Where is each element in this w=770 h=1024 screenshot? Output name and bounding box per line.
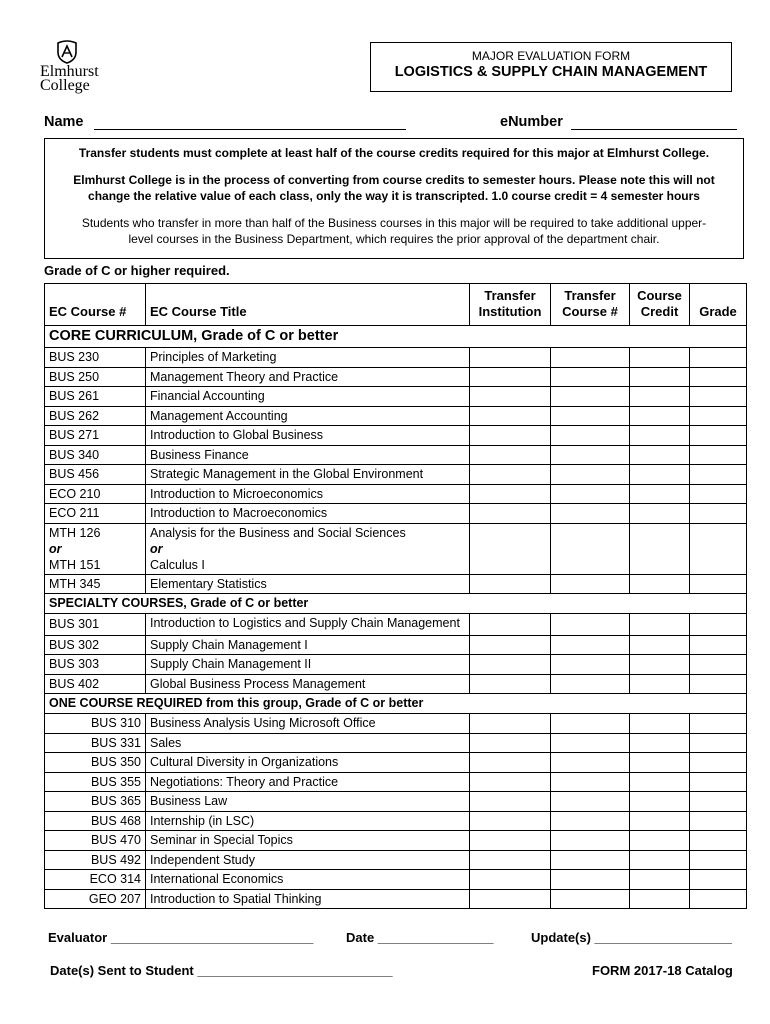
- entry-cell[interactable]: [470, 655, 551, 675]
- course-title: Internship (in LSC): [146, 811, 470, 831]
- entry-cell[interactable]: [690, 655, 747, 675]
- table-row: [45, 367, 747, 387]
- table-row: [45, 574, 747, 594]
- elective-heading: ONE COURSE REQUIRED from this group, Grade of C or better: [45, 694, 747, 714]
- course-title: Introduction to Global Business: [146, 426, 470, 446]
- table-row: [45, 387, 747, 407]
- entry-cell[interactable]: [690, 426, 747, 446]
- entry-cell[interactable]: [690, 614, 747, 636]
- entry-cell[interactable]: [690, 870, 747, 890]
- entry-cell[interactable]: [470, 889, 551, 909]
- entry-cell[interactable]: [690, 850, 747, 870]
- table-row: [45, 348, 747, 368]
- updates-line[interactable]: Update(s) ___________________: [531, 930, 732, 945]
- entry-cell[interactable]: [630, 753, 690, 773]
- entry-cell[interactable]: [470, 772, 551, 792]
- entry-cell[interactable]: [551, 714, 630, 734]
- entry-cell[interactable]: [690, 811, 747, 831]
- entry-cell[interactable]: [551, 484, 630, 504]
- entry-cell[interactable]: [470, 714, 551, 734]
- transfer-notice: [44, 138, 744, 259]
- entry-cell[interactable]: [630, 850, 690, 870]
- entry-cell[interactable]: [690, 831, 747, 851]
- specialty-heading: SPECIALTY COURSES, Grade of C or better: [45, 594, 747, 614]
- entry-cell[interactable]: [630, 733, 690, 753]
- course-title: Seminar in Special Topics: [146, 831, 470, 851]
- entry-cell[interactable]: [551, 635, 630, 655]
- entry-cell[interactable]: [470, 406, 551, 426]
- entry-cell[interactable]: [551, 674, 630, 694]
- course-title: Principles of Marketing: [146, 348, 470, 368]
- table-row: [45, 792, 747, 812]
- entry-cell[interactable]: [690, 465, 747, 485]
- college-logo: [40, 40, 120, 96]
- entry-cell[interactable]: [551, 850, 630, 870]
- entry-cell[interactable]: [470, 635, 551, 655]
- table-row: [45, 614, 747, 636]
- entry-cell[interactable]: [551, 523, 630, 574]
- entry-cell[interactable]: [630, 387, 690, 407]
- entry-cell[interactable]: [551, 406, 630, 426]
- course-title: Management Accounting: [146, 406, 470, 426]
- entry-cell[interactable]: [630, 831, 690, 851]
- entry-cell[interactable]: [690, 792, 747, 812]
- entry-cell[interactable]: [470, 445, 551, 465]
- grade-requirement: Grade of C or higher required.: [44, 263, 230, 278]
- entry-cell[interactable]: [690, 753, 747, 773]
- col-transfer-course: Transfer Course #: [551, 284, 630, 326]
- table-row: [45, 870, 747, 890]
- course-title: Independent Study: [146, 850, 470, 870]
- course-code: BUS 230: [45, 348, 146, 368]
- entry-cell[interactable]: [630, 426, 690, 446]
- course-title: Introduction to Microeconomics: [146, 484, 470, 504]
- entry-cell[interactable]: [470, 792, 551, 812]
- table-row: [45, 635, 747, 655]
- entry-cell[interactable]: [551, 504, 630, 524]
- sent-to-student-line[interactable]: Date(s) Sent to Student ___________________________: [50, 963, 393, 978]
- course-code: BUS 492: [45, 850, 146, 870]
- course-title: Financial Accounting: [146, 387, 470, 407]
- entry-cell[interactable]: [551, 426, 630, 446]
- enumber-input-line[interactable]: [571, 115, 737, 130]
- shield-icon: [56, 40, 78, 64]
- entry-cell[interactable]: [690, 772, 747, 792]
- course-title: Negotiations: Theory and Practice: [146, 772, 470, 792]
- col-credit: Course Credit: [630, 284, 690, 326]
- entry-cell[interactable]: [630, 574, 690, 594]
- entry-cell[interactable]: [630, 714, 690, 734]
- entry-cell[interactable]: [551, 387, 630, 407]
- entry-cell[interactable]: [690, 445, 747, 465]
- course-code: BUS 350: [45, 753, 146, 773]
- course-title: Introduction to Spatial Thinking: [146, 889, 470, 909]
- entry-cell[interactable]: [690, 348, 747, 368]
- table-row: [45, 889, 747, 909]
- entry-cell[interactable]: [470, 367, 551, 387]
- or-label: or: [49, 541, 62, 556]
- entry-cell[interactable]: [551, 870, 630, 890]
- course-code: BUS 331: [45, 733, 146, 753]
- entry-cell[interactable]: [690, 714, 747, 734]
- course-code: BUS 302: [45, 635, 146, 655]
- entry-cell[interactable]: [690, 484, 747, 504]
- entry-cell[interactable]: [690, 574, 747, 594]
- entry-cell[interactable]: [551, 831, 630, 851]
- table-row: [45, 811, 747, 831]
- entry-cell[interactable]: [470, 614, 551, 636]
- core-heading: CORE CURRICULUM, Grade of C or better: [45, 326, 470, 348]
- course-title: Introduction to Macroeconomics: [146, 504, 470, 524]
- major-title: LOGISTICS & SUPPLY CHAIN MANAGEMENT: [394, 64, 708, 80]
- course-code: BUS 355: [45, 772, 146, 792]
- table-row: [45, 465, 747, 485]
- entry-cell[interactable]: [551, 753, 630, 773]
- entry-cell[interactable]: [630, 523, 690, 574]
- course-title-2: Calculus I: [150, 557, 205, 572]
- entry-cell[interactable]: [630, 614, 690, 636]
- entry-cell[interactable]: [551, 772, 630, 792]
- or-label: or: [150, 541, 163, 556]
- course-title: Sales: [146, 733, 470, 753]
- course-code-1: MTH 126: [49, 525, 101, 540]
- course-code: BUS 468: [45, 811, 146, 831]
- course-title: Introduction to Logistics and Supply Chain Management: [146, 614, 470, 636]
- table-row: [45, 831, 747, 851]
- course-code: ECO 314: [45, 870, 146, 890]
- entry-cell[interactable]: [690, 889, 747, 909]
- elective-heading-row: [45, 694, 747, 714]
- course-code: BUS 250: [45, 367, 146, 387]
- course-title: Supply Chain Management I: [146, 635, 470, 655]
- course-code: ECO 210: [45, 484, 146, 504]
- col-course: EC Course #: [45, 284, 146, 326]
- entry-cell[interactable]: [630, 772, 690, 792]
- entry-cell[interactable]: [470, 574, 551, 594]
- entry-cell[interactable]: [630, 406, 690, 426]
- entry-cell[interactable]: [690, 674, 747, 694]
- col-grade: Grade: [690, 284, 747, 326]
- table-row: [45, 484, 747, 504]
- course-code: GEO 207: [45, 889, 146, 909]
- entry-cell[interactable]: [470, 870, 551, 890]
- entry-cell[interactable]: [690, 504, 747, 524]
- entry-cell[interactable]: [551, 574, 630, 594]
- entry-cell[interactable]: [470, 484, 551, 504]
- name-field: [44, 114, 406, 130]
- entry-cell[interactable]: [551, 348, 630, 368]
- entry-cell[interactable]: [630, 889, 690, 909]
- course-title: Business Finance: [146, 445, 470, 465]
- course-code: MTH 345: [45, 574, 146, 594]
- course-code-2: MTH 151: [49, 557, 101, 572]
- table-row-mth-choice: [45, 523, 747, 574]
- form-label: MAJOR EVALUATION FORM: [471, 49, 631, 63]
- course-code: BUS 456: [45, 465, 146, 485]
- entry-cell[interactable]: [630, 870, 690, 890]
- core-heading-row: [45, 326, 747, 348]
- entry-cell[interactable]: [630, 674, 690, 694]
- entry-cell[interactable]: [470, 348, 551, 368]
- entry-cell[interactable]: [551, 445, 630, 465]
- entry-cell[interactable]: [470, 426, 551, 446]
- entry-cell[interactable]: [690, 733, 747, 753]
- course-title: Business Analysis Using Microsoft Office: [146, 714, 470, 734]
- date-line[interactable]: Date ________________: [346, 930, 494, 945]
- name-input-line[interactable]: [94, 115, 406, 130]
- entry-cell[interactable]: [551, 811, 630, 831]
- enumber-label: eNumber: [500, 114, 563, 130]
- course-code: BUS 310: [45, 714, 146, 734]
- table-row: [45, 426, 747, 446]
- entry-cell[interactable]: [551, 889, 630, 909]
- entry-cell[interactable]: [630, 635, 690, 655]
- course-code: BUS 470: [45, 831, 146, 851]
- table-row: [45, 406, 747, 426]
- entry-cell[interactable]: [470, 523, 551, 574]
- entry-cell[interactable]: [470, 831, 551, 851]
- course-code: BUS 262: [45, 406, 146, 426]
- entry-cell[interactable]: [690, 523, 747, 574]
- course-title: Cultural Diversity in Organizations: [146, 753, 470, 773]
- entry-cell[interactable]: [630, 792, 690, 812]
- table-row: [45, 733, 747, 753]
- enumber-field: [500, 114, 737, 130]
- entry-cell[interactable]: [551, 367, 630, 387]
- course-title: International Economics: [146, 870, 470, 890]
- entry-cell[interactable]: [551, 733, 630, 753]
- course-title: Business Law: [146, 792, 470, 812]
- table-row: [45, 655, 747, 675]
- entry-cell[interactable]: [630, 655, 690, 675]
- course-title-1: Analysis for the Business and Social Sciences: [150, 525, 406, 540]
- course-title: Global Business Process Management: [146, 674, 470, 694]
- entry-cell[interactable]: [551, 655, 630, 675]
- course-title: Management Theory and Practice: [146, 367, 470, 387]
- evaluator-line[interactable]: Evaluator ____________________________: [48, 930, 314, 945]
- entry-cell[interactable]: [470, 753, 551, 773]
- form-version: FORM 2017-18 Catalog: [592, 963, 733, 978]
- table-header: [45, 284, 747, 326]
- course-table: [44, 283, 747, 909]
- specialty-heading-row: [45, 594, 747, 614]
- course-code: BUS 365: [45, 792, 146, 812]
- entry-cell[interactable]: [470, 811, 551, 831]
- course-title: [146, 523, 470, 574]
- entry-cell[interactable]: [630, 484, 690, 504]
- entry-cell[interactable]: [551, 465, 630, 485]
- notice-upper-level: Students who transfer in more than half of the Business courses in this major will be required to take additional upper-level courses in the Business Department, which requires the prior approval of the department chair.: [81, 216, 707, 246]
- entry-cell[interactable]: [690, 635, 747, 655]
- notice-semester-hours: Elmhurst College is in the process of converting from course credits to semester hours. Please note this will not change the relative value of each class, only the way it is transcripted. 1.0 course credit = 4 semester hours: [73, 173, 715, 203]
- entry-cell[interactable]: [470, 850, 551, 870]
- entry-cell[interactable]: [690, 387, 747, 407]
- table-row: [45, 674, 747, 694]
- entry-cell[interactable]: [690, 406, 747, 426]
- notice-transfer-half: Transfer students must complete at least half of the course credits required for this major at Elmhurst College.: [78, 146, 710, 160]
- course-code: BUS 271: [45, 426, 146, 446]
- course-code: BUS 303: [45, 655, 146, 675]
- form-title-box: [370, 42, 732, 92]
- course-code: BUS 340: [45, 445, 146, 465]
- name-label: Name: [44, 114, 84, 130]
- entry-cell[interactable]: [470, 504, 551, 524]
- table-row: [45, 753, 747, 773]
- course-code: ECO 211: [45, 504, 146, 524]
- table-row: [45, 445, 747, 465]
- col-title: EC Course Title: [146, 284, 470, 326]
- entry-cell[interactable]: [630, 445, 690, 465]
- entry-cell[interactable]: [551, 792, 630, 812]
- course-title: Strategic Management in the Global Environment: [146, 465, 470, 485]
- entry-cell[interactable]: [551, 614, 630, 636]
- entry-cell[interactable]: [470, 387, 551, 407]
- entry-cell[interactable]: [630, 811, 690, 831]
- course-title: Supply Chain Management II: [146, 655, 470, 675]
- entry-cell[interactable]: [690, 367, 747, 387]
- course-code: BUS 261: [45, 387, 146, 407]
- entry-cell[interactable]: [470, 733, 551, 753]
- entry-cell[interactable]: [630, 367, 690, 387]
- entry-cell[interactable]: [470, 674, 551, 694]
- entry-cell[interactable]: [630, 504, 690, 524]
- table-row: [45, 772, 747, 792]
- table-row: [45, 714, 747, 734]
- col-transfer-institution: Transfer Institution: [470, 284, 551, 326]
- logo-line1: Elmhurst: [40, 63, 99, 80]
- logo-line2: College: [40, 77, 90, 94]
- course-code: BUS 402: [45, 674, 146, 694]
- course-title: Elementary Statistics: [146, 574, 470, 594]
- entry-cell[interactable]: [630, 465, 690, 485]
- table-row: [45, 504, 747, 524]
- entry-cell[interactable]: [470, 465, 551, 485]
- table-row: [45, 850, 747, 870]
- course-code: [45, 523, 146, 574]
- course-code: BUS 301: [45, 614, 146, 636]
- entry-cell[interactable]: [630, 348, 690, 368]
